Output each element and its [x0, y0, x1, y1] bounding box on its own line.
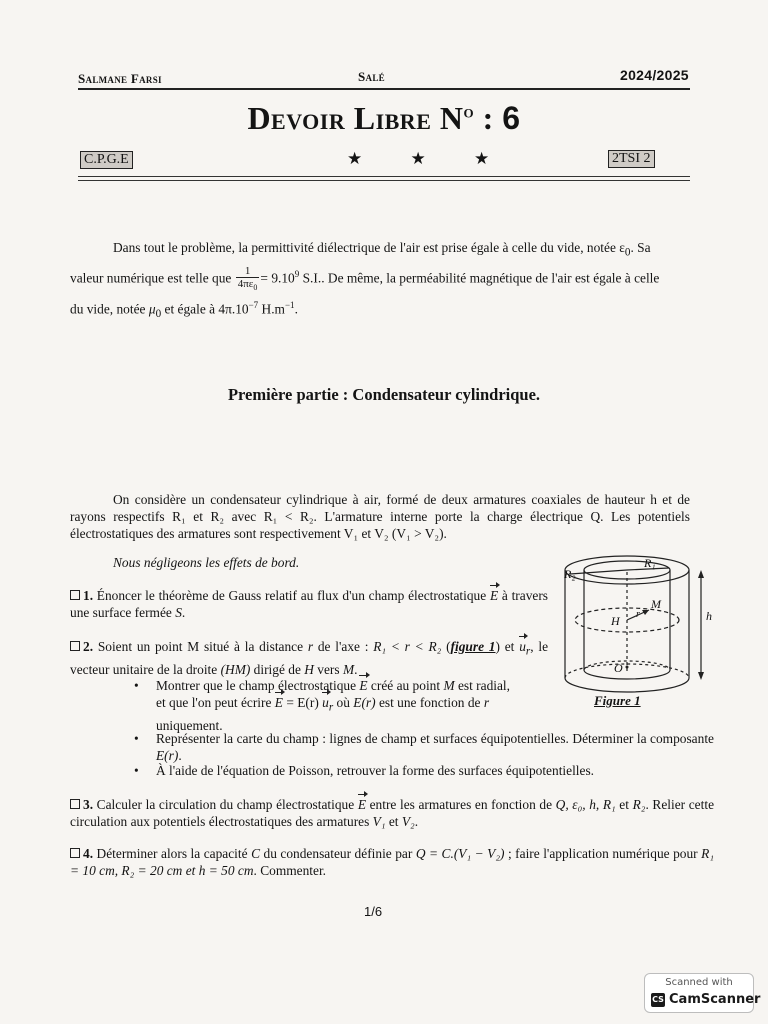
label-h: h: [706, 609, 712, 623]
checkbox-icon: [70, 590, 80, 600]
author-name: Salmane Farsi: [78, 71, 162, 86]
school-year: 2024/2025: [620, 67, 689, 83]
intro-paragraph: Dans tout le problème, la permittivité diélectrique de l'air est prise égale à celle du vide, notée $\varepsilon_0$. Sa valeur numérique est telle que $\frac{1}{4\pi\varepsilon_0}$ = $9.10^9$ S.I.. De même, la perméabilité magnétique de l'air est égale à celle du vide, notée $\mu_0$ et égale à $4\pi.10^{-7}$ $H.m^{-1}$.: [70, 240, 660, 320]
q2-bullet-1: • Montrer que le champ électrostatique E créé au point M est radial, et que l'on peut écrire E = E(r) $u_r$ où E(r) est une fonction de r uniquement.: [134, 678, 510, 733]
q2-bullet-2: • Représenter la carte du champ : lignes de champ et surfaces équipotentielles. Déterminer la composante E(r).: [134, 731, 714, 763]
figure-1-cylinder: [556, 552, 716, 712]
part-title: Première partie : Condensateur cylindrique.: [227, 385, 541, 404]
question-4: 4. Déterminer alors la capacité C du condensateur définie par Q = C.(V₁ − V₂) ; faire l'application numérique pour R₁ = 10 cm, R₂ = 20 cm et h = 50 cm. Commenter.: [70, 846, 714, 878]
camscanner-brand: CamScanner: [669, 992, 761, 1007]
fraction-1-over-4pi-eps0: $\frac{1}{4\pi\varepsilon_0}$: [237, 264, 258, 292]
question-3: 3. Calculer la circulation du champ électrostatique E entre les armatures en fonction de Q, ε₀, h, R₁ et R₂. Relier cette circulation aux potentiels électrostatiques des armatures V₁ et V₂.: [70, 797, 715, 829]
label-M: M: [651, 597, 661, 611]
scanned-with-text: Scanned with: [665, 977, 733, 988]
checkbox-icon: [70, 799, 80, 809]
question-1: 1. Énoncer le théorème de Gauss relatif au flux d'un champ électrostatique E à travers une surface fermée S.: [70, 588, 548, 620]
question-2: 2. Soient un point M situé à la distance r de l'axe : R₁ < r < R₂ (figure 1) et $u_r$, le vecteur unitaire de la droite (HM) dirigé de H vers M.: [70, 639, 549, 677]
label-R1: R₁: [644, 556, 656, 570]
cpge-tag: C.P.G.E: [80, 151, 133, 169]
checkbox-icon: [70, 641, 80, 651]
q2-bullet-3: • À l'aide de l'équation de Poisson, retrouver la forme des surfaces équipotentielles.: [134, 763, 595, 778]
figure-caption: Figure 1: [594, 693, 641, 708]
label-O: O: [614, 661, 623, 675]
city-name: Salé: [358, 69, 385, 84]
class-tag: 2TSI 2: [608, 150, 655, 168]
header-rule-2: [78, 180, 690, 181]
header-rule-top: [78, 88, 690, 90]
label-R2: R₂: [564, 567, 576, 581]
camscanner-logo-icon: CS: [651, 993, 665, 1007]
document-title: Devoir Libre $N^o$ : 6: [247, 100, 521, 136]
edge-effects-note: Nous négligeons les effets de bord.: [113, 555, 300, 570]
checkbox-icon: [70, 848, 80, 858]
label-H: H: [611, 614, 620, 628]
camscanner-badge: [644, 973, 761, 1013]
stars-decoration: ★ ★ ★: [347, 149, 512, 168]
header-rule-1: [78, 176, 690, 177]
setup-paragraph: On considère un condensateur cylindrique à air, formé de deux armatures coaxiales de hauteur h et de rayons respectifs R₁ et R₂ avec R₁ < R₂. L'armature interne porte la charge électrique Q. Les potentiels électrostatiques des armatures sont respectivement V₁ et V₂ (V₁ > V₂).: [70, 492, 690, 541]
label-r: r: [636, 609, 640, 620]
page-number: 1/6: [364, 904, 383, 919]
